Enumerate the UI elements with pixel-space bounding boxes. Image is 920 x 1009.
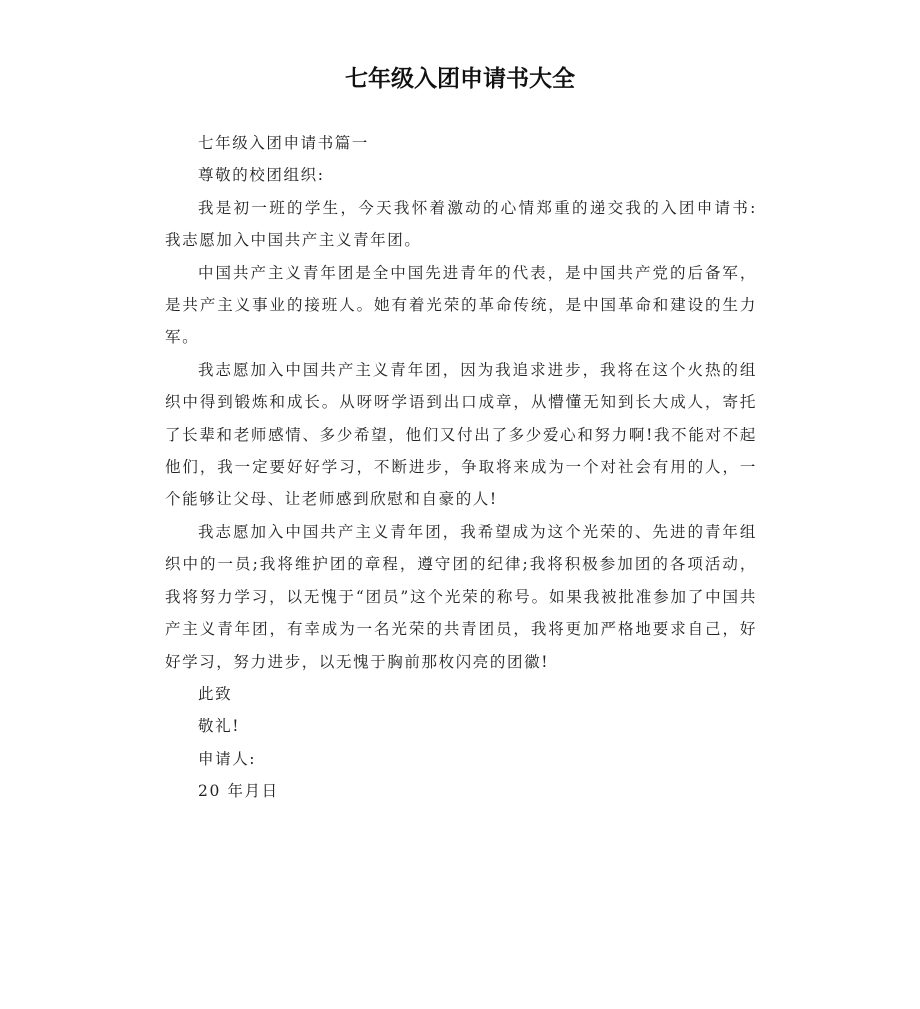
applicant-label: 申请人: (198, 749, 257, 768)
salutation: 尊敬的校团组织: (198, 166, 325, 185)
document-body (165, 127, 757, 808)
closing-jingli: 敬礼! (198, 717, 241, 736)
section-heading: 七年级入团申请书篇一 (198, 134, 370, 152)
closing-cizhi: 此致 (198, 684, 233, 703)
paragraph-league-description: 中国共产主义青年团是全中国先进青年的代表，是中国共产党的后备军，是共产主义事业的接班人。她有着光荣的革命传统，是中国革命和建设的生力军。 (165, 263, 757, 347)
paragraph-intro: 我是初一班的学生，今天我怀着激动的心情郑重的递交我的入团申请书: 我志愿加入中国共产主义青年团。 (165, 198, 757, 250)
paragraph-commitment: 我志愿加入中国共产主义青年团，我希望成为这个光荣的、先进的青年组织中的一员;我将维护团的章程，遵守团的纪律;我将积极参加团的各项活动，我将努力学习，以无愧于“团员”这个光荣的称号。如果我被批准参加了中国共产主义青年团，有幸成为一名光荣的共青团员，我将更加严格地要求自己，好好学习，努力进步，以无愧于胸前那枚闪亮的团徽! (165, 522, 757, 671)
document-title: 七年级入团申请书大全 (345, 66, 575, 92)
date-line: 20 年月日 (198, 782, 279, 801)
paragraph-motivation: 我志愿加入中国共产主义青年团，因为我追求进步，我将在这个火热的组织中得到锻炼和成长。从呀呀学语到出口成章，从懵懂无知到长大成人，寄托了长辈和老师感情、多少希望，他们又付出了多少爱心和努力啊!我不能对不起他们，我一定要好好学习，不断进步，争取将来成为一个对社会有用的人，一个能够让父母、让老师感到欣慰和自豪的人! (165, 360, 757, 509)
